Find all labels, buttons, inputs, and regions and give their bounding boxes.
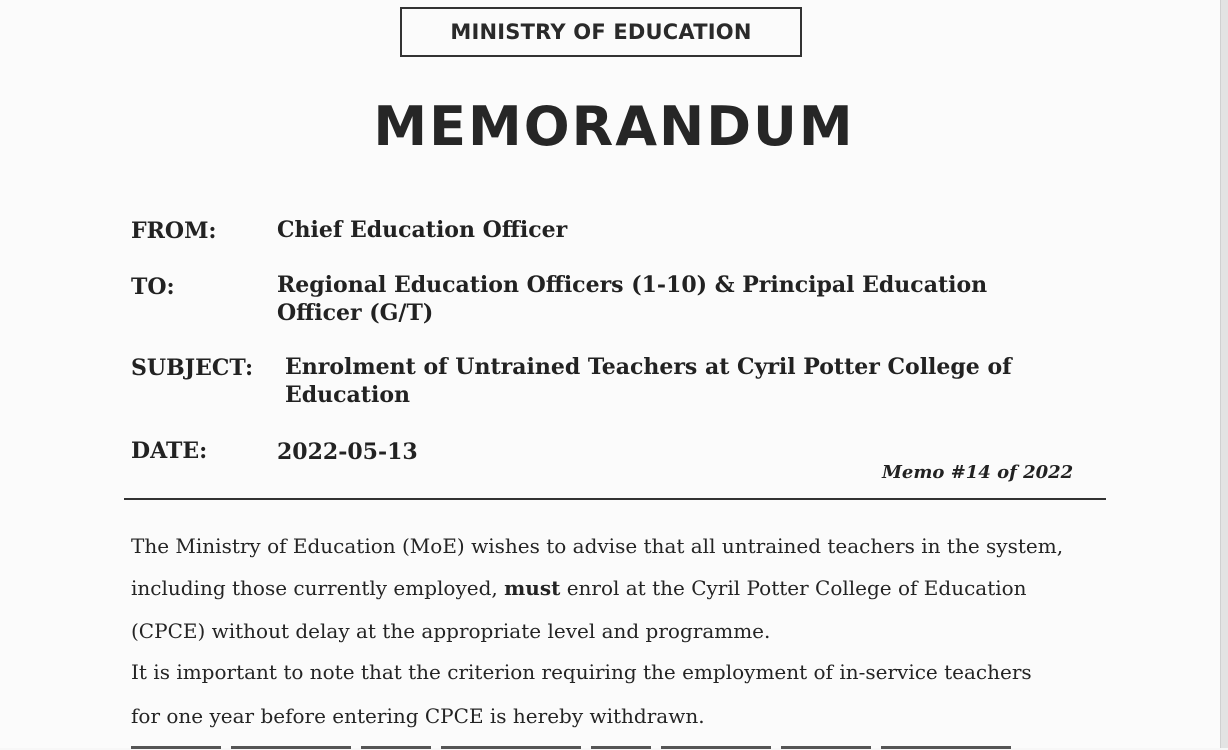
subject-value-line-2: Education [285, 382, 410, 408]
divider-rule [124, 498, 1106, 500]
ministry-header: MINISTRY OF EDUCATION [400, 7, 802, 57]
body-line-1: The Ministry of Education (MoE) wishes to advise that all untrained teachers in the system, [131, 534, 1064, 558]
to-value [277, 271, 987, 327]
body-line-4: It is important to note that the criterion requiring the employment of in-service teachers [131, 660, 1032, 684]
subject-value [285, 353, 1012, 409]
page-edge [1220, 0, 1228, 748]
body-line-2-emphasis: must [504, 576, 561, 600]
body-line-2-post: enrol at the Cyril Potter College of Education [566, 576, 1027, 600]
to-value-line-1: Regional Education Officers (1-10) & Principal Education [277, 272, 988, 298]
date-label: DATE: [131, 438, 208, 464]
cropped-text-line [131, 738, 1031, 750]
from-label: FROM: [131, 218, 217, 244]
subject-label: SUBJECT: [131, 355, 254, 381]
memo-title: MEMORANDUM [373, 95, 855, 158]
from-value: Chief Education Officer [277, 217, 568, 243]
body-line-5: for one year before entering CPCE is hereby withdrawn. [131, 704, 705, 728]
to-label: TO: [131, 274, 175, 300]
memo-number: Memo #14 of 2022 [882, 462, 1074, 483]
to-value-line-2: Officer (G/T) [277, 300, 434, 326]
date-value: 2022-05-13 [277, 439, 418, 465]
subject-value-line-1: Enrolment of Untrained Teachers at Cyril Potter College of [285, 354, 1012, 380]
body-line-2 [131, 576, 1027, 600]
body-line-3: (CPCE) without delay at the appropriate level and programme. [131, 619, 771, 643]
body-line-2-pre: including those currently employed, [131, 576, 498, 600]
